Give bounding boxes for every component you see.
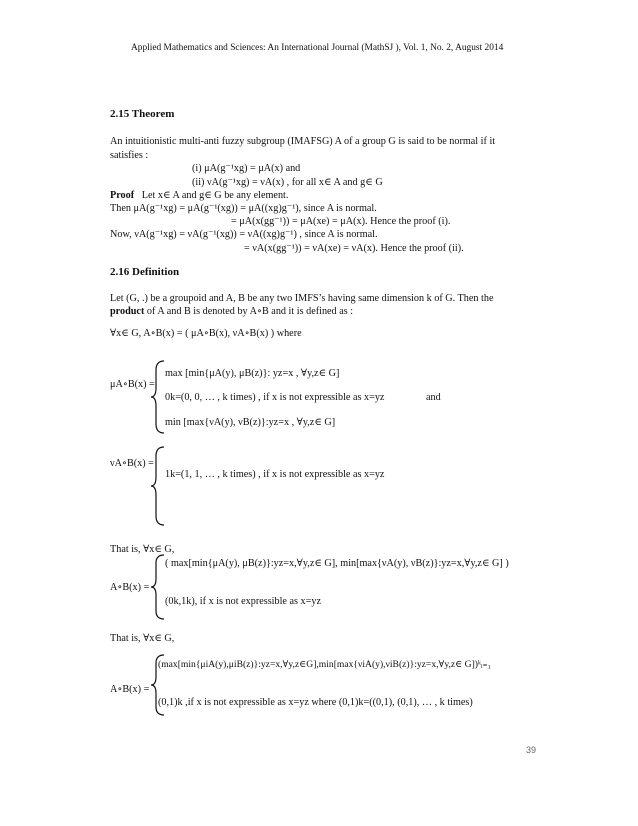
- product-case-4: (0,1)k ,if x is not expressible as x=yz where (0,1)k=((0,1), (0,1), … , k times): [158, 697, 473, 708]
- section-heading-2-15: 2.15 Theorem: [110, 108, 175, 120]
- theorem-text-line2: satisfies :: [110, 150, 149, 161]
- definition-text-line2: [110, 306, 353, 318]
- definition-text-line1: Let (G, .) be a groupoid and A, B be any two IMFS’s having same dimension k of G. Then the: [110, 293, 494, 304]
- proof-step-1: Then μA(g⁻¹xg) = μA(g⁻¹(xg)) = μA((xg)g⁻¹), since A is normal.: [110, 203, 377, 214]
- proof-line: [110, 190, 288, 202]
- that-is-2: That is, ∀x∈ G,: [110, 633, 175, 644]
- left-brace-product-1: [150, 554, 166, 620]
- product-case-2: (0k,1k), if x is not expressible as x=yz: [165, 596, 321, 607]
- left-brace-nu: [150, 446, 166, 526]
- page-number: 39: [526, 745, 537, 755]
- mu-case-max: max [min{μA(y), μB(z)}: yz=x , ∀y,z∈ G]: [165, 368, 340, 379]
- mu-case-zero: 0k=(0, 0, … , k times) , if x is not expressible as x=yz: [165, 392, 385, 403]
- term-product: product: [110, 306, 145, 317]
- mu-and: and: [426, 392, 441, 403]
- proof-step-4: = νA(x(gg⁻¹)) = νA(xe) = νA(x). Hence the proof (ii).: [244, 243, 464, 254]
- condition-i: (i) μA(g⁻¹xg) = μA(x) and: [192, 163, 301, 174]
- proof-step-2: = μA(x(gg⁻¹)) = μA(xe) = μA(x). Hence the proof (i).: [231, 216, 451, 227]
- nu-case-one: 1k=(1, 1, … , k times) , if x is not expressible as x=yz: [165, 469, 385, 480]
- proof-step-3: Now, νA(g⁻¹xg) = νA(g⁻¹(xg)) = νA((xg)g⁻¹) , since A is normal.: [110, 229, 378, 240]
- nu-product-lhs: νA∘B(x) =: [110, 458, 154, 469]
- theorem-text-line1: An intuitionistic multi-anti fuzzy subgroup (IMAFSG) A of a group G is said to be normal if it: [110, 136, 496, 147]
- definition-text-post: of A and B is denoted by A∘B and it is defined as :: [144, 306, 354, 317]
- condition-ii: (ii) νA(g⁻¹xg) = νA(x) , for all x∈ A and g∈ G: [192, 177, 383, 188]
- product-lhs-2: A∘B(x) =: [110, 684, 150, 695]
- proof-intro: Let x∈ A and g∈ G be any element.: [141, 190, 289, 201]
- left-brace-mu: [150, 360, 166, 434]
- proof-label: Proof: [110, 190, 135, 201]
- product-case-3: (max[min{μiA(y),μiB(z)}:yz=x,∀y,z∈G],min[max{νiA(y),νiB(z)}:yz=x,∀y,z∈ G])ᵏᵢ₌₁: [158, 659, 491, 670]
- section-heading-2-16: 2.16 Definition: [110, 266, 180, 278]
- mu-product-lhs: μA∘B(x) =: [110, 379, 155, 390]
- product-lhs-1: A∘B(x) =: [110, 582, 150, 593]
- that-is-1: That is, ∀x∈ G,: [110, 544, 175, 555]
- nu-case-min: min [max{νA(y), νB(z)}:yz=x , ∀y,z∈ G]: [165, 417, 336, 428]
- product-case-1: ( max[min{μA(y), μB(z)}:yz=x,∀y,z∈ G], min[max{νA(y), νB(z)}:yz=x,∀y,z∈ G] ): [165, 558, 509, 569]
- running-header: Applied Mathematics and Sciences: An International Journal (MathSJ ), Vol. 1, No. 2, August 2014: [131, 43, 504, 53]
- product-definition: ∀x∈ G, A∘B(x) = ( μA∘B(x), νA∘B(x) ) where: [110, 328, 302, 339]
